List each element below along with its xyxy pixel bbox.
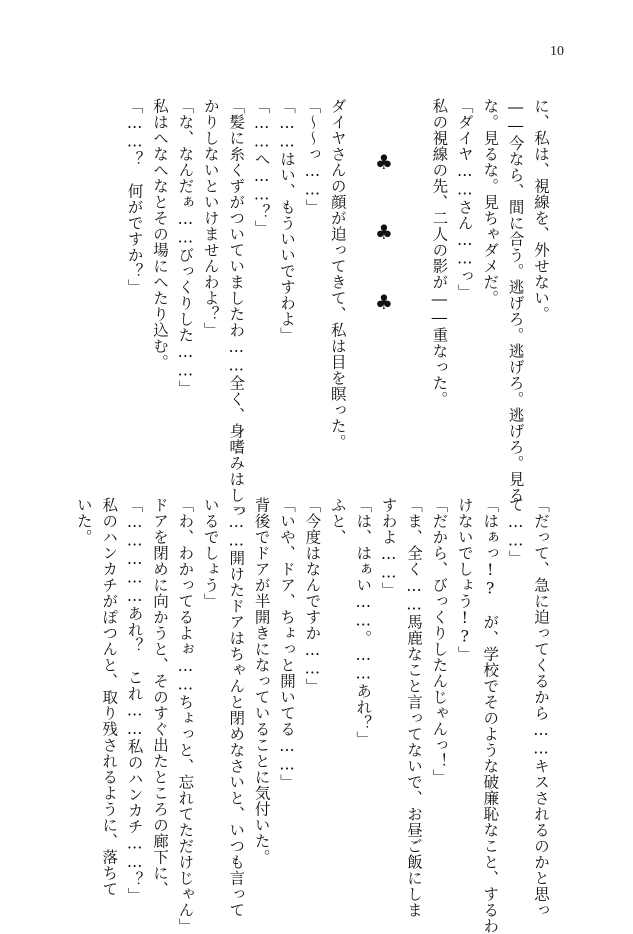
text-line: ――今なら、間に合う。逃げろ。逃げろ。逃げろ。見る xyxy=(506,98,525,503)
text-line: いるでしょう」 xyxy=(201,497,220,609)
text-line: に、私は、視線を、外せない。 xyxy=(532,98,550,322)
text-line: 「ま、全く……馬鹿なこと言ってないで、お昼ご飯にしま xyxy=(405,497,423,918)
club-symbol: ♣ xyxy=(375,150,393,174)
text-line: 「……へ……？」 xyxy=(252,98,271,236)
text-line: 「……………あれ？ これ……私のハンカチ……？」 xyxy=(125,497,144,904)
text-line: 「……？ 何がですか？」 xyxy=(125,98,144,295)
text-line: な。見るな。見ちゃダメだ。 xyxy=(481,98,500,306)
text-line: ダイヤさんの顔が迫ってきて、私は目を瞑った。 xyxy=(328,98,347,450)
text-line: 「だって、急に迫ってくるから……キスされるのかと思っ xyxy=(532,497,550,918)
club-symbol: ♣ xyxy=(375,220,393,244)
text-line: 「～～っ……」 xyxy=(303,98,322,215)
text-line: 「はぁっ!? が、学校でそのような破廉恥なこと、するわ xyxy=(481,497,500,934)
text-line: すわよ……」 xyxy=(379,497,398,598)
text-line: 「だから、びっくりしたんじゃんっ！」 xyxy=(430,497,449,785)
text-line: 「ダイヤ……さん……っ」 xyxy=(455,98,474,300)
text-line: 「わ、わかってるよぉ……ちょっと、忘れてただけじゃん」 xyxy=(176,497,195,934)
page-number: 10 xyxy=(550,44,564,59)
text-line: 私のハンカチがぽつんと、取り残されるように、落ちて xyxy=(100,497,119,897)
text-line: 「髪に糸くずがついていましたわ……全く、身嗜みはしっ xyxy=(227,98,246,519)
text-line: 「今度はなんですか……」 xyxy=(303,497,322,694)
text-line: 「……開けたドアはちゃんと閉めなさいと、いつも言って xyxy=(227,497,246,918)
text-line: 背後でドアが半開きになっていることに気付いた。 xyxy=(252,497,271,865)
text-line: 「な、なんだぁ……びっくりした……」 xyxy=(176,98,195,396)
text-line: 私の視線の先、二人の影が――重なった。 xyxy=(430,98,449,407)
text-line: 「は、はぁい……。……あれ？」 xyxy=(354,497,373,747)
text-line: かりしないといけませんわよ？」 xyxy=(201,98,220,338)
text-line: いた。 xyxy=(74,497,93,545)
text-line: 「……はい、もういいですわよ」 xyxy=(278,98,296,343)
text-line: ドアを閉めに向かうと、そのすぐ出たところの廊下に、 xyxy=(151,497,169,897)
text-line: 私はへなへなとその場にへたり込む。 xyxy=(151,98,169,370)
club-symbol: ♣ xyxy=(375,290,393,314)
text-line: て……」 xyxy=(506,497,525,566)
text-line: けないでしょう!?」 xyxy=(455,497,474,662)
text-line: ふと、 xyxy=(328,497,347,545)
text-line: 「いや、ドア、ちょっと開いてる……」 xyxy=(278,497,296,790)
